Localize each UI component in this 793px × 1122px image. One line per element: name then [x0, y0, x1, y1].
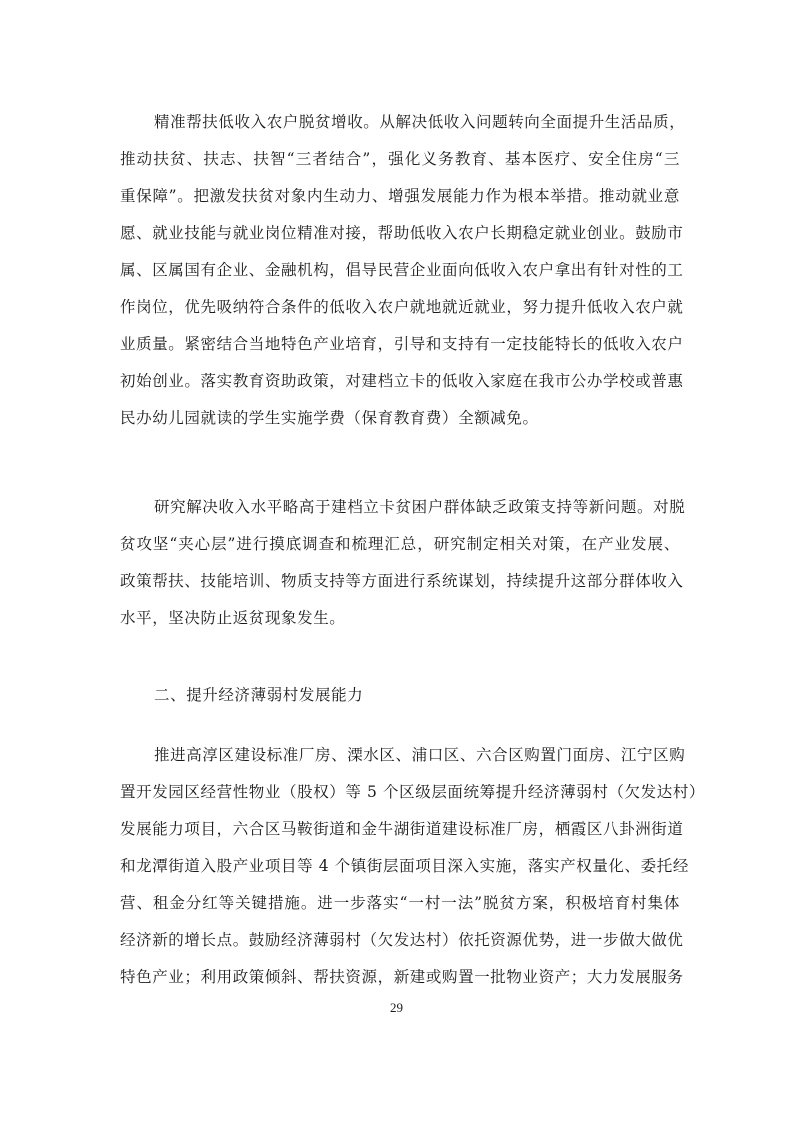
- text-line: 置开发园区经营性物业（股权）等 5 个区级层面统筹提升经济薄弱村（欠发达村）: [120, 783, 706, 801]
- text-line: 作岗位，优先吸纳符合条件的低收入农户就地就近就业，努力提升低收入农户就: [120, 298, 684, 316]
- text-line: 推进高淳区建设标准厂房、溧水区、浦口区、六合区购置门面房、江宁区购: [154, 746, 686, 764]
- text-line: 愿、就业技能与就业岗位精准对接，帮助低收入农户长期稳定就业创业。鼓励市: [120, 224, 684, 242]
- text-line: 精准帮扶低收入农户脱贫增收。从解决低收入问题转向全面提升生活品质，: [154, 113, 686, 131]
- text-line: 属、区属国有企业、金融机构，倡导民营企业面向低收入农户拿出有针对性的工: [120, 261, 684, 279]
- text-line: 贫攻坚“夹心层”进行摸底调查和梳理汇总，研究制定相关对策，在产业发展、: [120, 535, 680, 553]
- text-line: 初始创业。落实教育资助政策，对建档立卡的低收入家庭在我市公办学校或普惠: [120, 372, 684, 390]
- text-line: 特色产业；利用政策倾斜、帮扶资源，新建或购置一批物业资产；大力发展服务: [120, 968, 684, 986]
- text-line: 发展能力项目，六合区马鞍街道和金牛湖街道建设标准厂房，栖霞区八卦洲街道: [120, 820, 684, 838]
- text-line: 水平，坚决防止返贫现象发生。: [120, 609, 346, 627]
- text-line: 民办幼儿园就读的学生实施学费（保育教育费）全额减免。: [120, 409, 539, 427]
- text-line: 重保障”。把激发扶贫对象内生动力、增强发展能力作为根本举措。推动就业意: [120, 187, 680, 205]
- text-line: 推动扶贫、扶志、扶智“三者结合”，强化义务教育、基本医疗、安全住房“三: [120, 150, 680, 168]
- text-line: 和龙潭街道入股产业项目等 4 个镇街层面项目深入实施，落实产权量化、委托经: [120, 857, 689, 875]
- text-line: 经济新的增长点。鼓励经济薄弱村（欠发达村）依托资源优势，进一步做大做优: [120, 931, 684, 949]
- heading-text: 二、提升经济薄弱村发展能力: [154, 686, 364, 704]
- text-line: 营、租金分红等关键措施。进一步落实“一村一法”脱贫方案，积极培育村集体: [120, 894, 680, 912]
- page-number: 29: [390, 1000, 403, 1015]
- text-line: 研究解决收入水平略高于建档立卡贫困户群体缺乏政策支持等新问题。对脱: [154, 498, 686, 516]
- text-line: 政策帮扶、技能培训、物质支持等方面进行系统谋划，持续提升这部分群体收入: [120, 572, 684, 590]
- text-line: 业质量。紧密结合当地特色产业培育，引导和支持有一定技能特长的低收入农户: [120, 335, 684, 353]
